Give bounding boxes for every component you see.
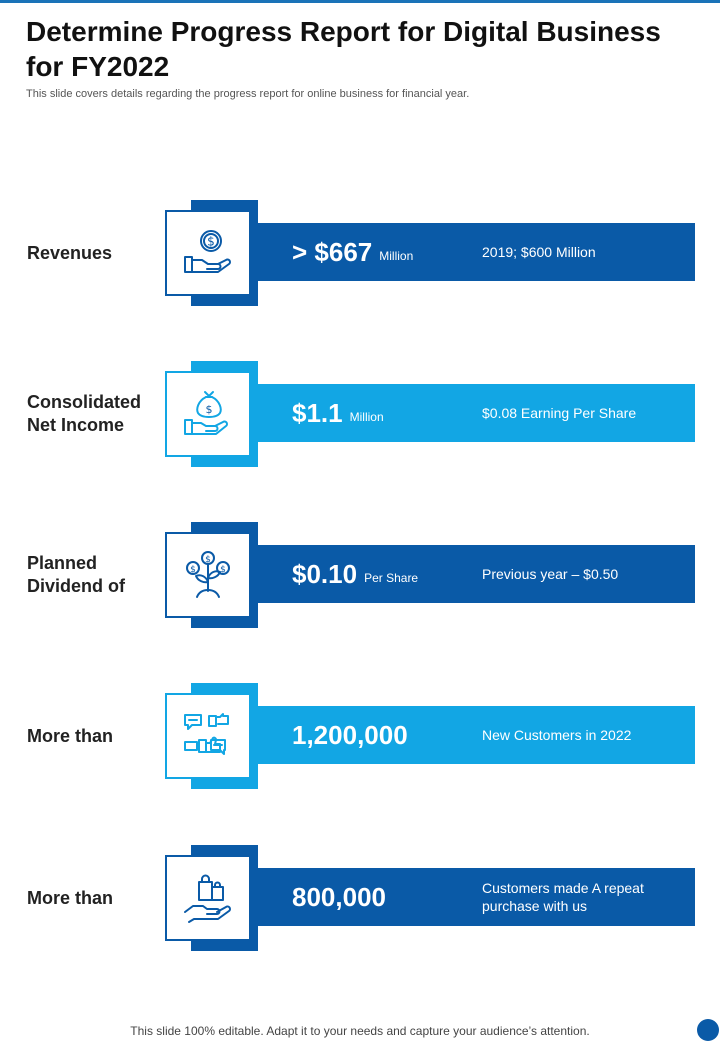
icon-frame (165, 855, 251, 941)
money-bag-hand-icon (182, 388, 234, 440)
bar-value (292, 384, 384, 442)
row-label: More than (27, 887, 114, 908)
metric-value: 800,000 (292, 881, 386, 912)
footer-note: This slide 100% editable. Adapt it to your needs and capture your audience’s attention. (130, 1024, 590, 1038)
row-label: More than (27, 725, 114, 746)
bar-value (292, 223, 413, 281)
bar-value (292, 545, 418, 603)
icon-frame (165, 371, 251, 457)
bar-value (292, 868, 393, 926)
metric-value: $0.10 (292, 558, 358, 589)
metric-note: 2019; $600 Million (482, 244, 596, 260)
icon-frame (165, 532, 251, 618)
value-bar (258, 223, 695, 281)
page-title: Determine Progress Report for Digital Business for FY2022 (26, 16, 661, 82)
svg-text:$: $ (220, 565, 226, 575)
row-label: Planned Dividend of (27, 553, 125, 596)
bar-value (292, 706, 415, 764)
metric-unit: Million (349, 410, 384, 424)
icon-frame (165, 210, 251, 296)
metric-note: Customers made A repeat purchase with us (482, 880, 644, 914)
svg-text:$: $ (207, 234, 215, 249)
icon-frame (165, 693, 251, 779)
footer-dot (697, 1019, 719, 1041)
value-bar (258, 706, 695, 764)
shopping-hand-icon (182, 872, 234, 924)
metric-note: Previous year – $0.50 (482, 566, 619, 582)
value-bar (258, 868, 695, 926)
customer-feedback-icon (182, 710, 234, 762)
svg-text:$: $ (190, 565, 196, 575)
top-accent-line (0, 0, 720, 3)
page-subtitle: This slide covers details regarding the progress report for online business for financial year. (26, 88, 470, 100)
metric-value: $1.1 (292, 397, 343, 428)
progress-row-dividend (0, 522, 720, 628)
metric-value: 1,200,000 (292, 719, 408, 750)
svg-text:$: $ (205, 555, 211, 565)
money-plant-icon (182, 549, 234, 601)
row-label: Revenues (27, 242, 113, 263)
value-bar (258, 545, 695, 603)
metric-note: $0.08 Earning Per Share (482, 405, 637, 421)
progress-row-repeat-customers (0, 845, 720, 951)
metric-unit: Million (379, 249, 414, 263)
metric-note: New Customers in 2022 (482, 727, 632, 743)
metric-value: > $667 (292, 236, 373, 267)
value-bar (258, 384, 695, 442)
row-label: Consolidated Net Income (27, 392, 142, 435)
metric-unit: Per Share (364, 571, 419, 585)
progress-row-net-income (0, 361, 720, 467)
money-coin-hand-icon (182, 227, 234, 279)
progress-row-new-customers (0, 683, 720, 789)
progress-row-revenues (0, 200, 720, 306)
svg-text:$: $ (205, 403, 213, 416)
